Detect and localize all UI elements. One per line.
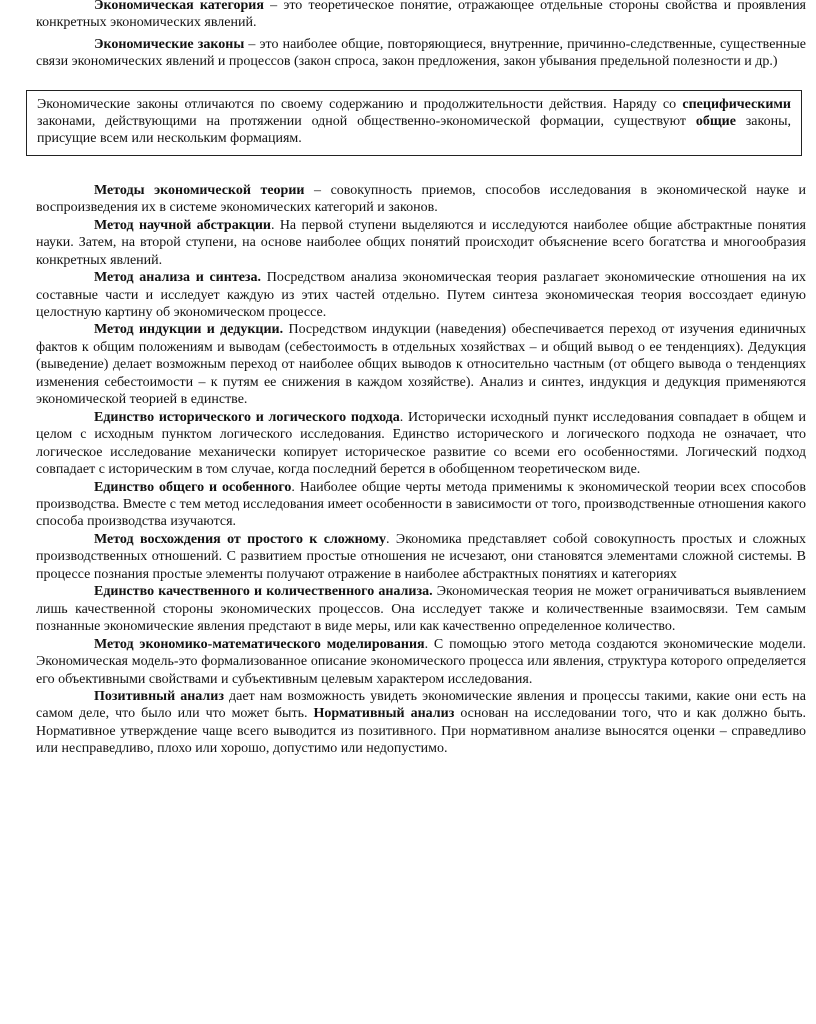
method-paragraph [36,531,806,583]
method-paragraph [36,182,806,217]
method-term: Метод анализа и синтеза. [94,270,262,286]
method-term: Метод индукции и дедукции. [94,322,284,338]
method-paragraph [36,409,806,479]
method-paragraph [36,479,806,531]
method-text: . Исторически исходный пункт исследования совпадает в общем и целом с исходным пунктом логического исследования. Единство исторического и логического подхода не означает, что логическое исследование механически копирует историческое развитие со всеми его особенностями. Логический подход совпадает с историческим в том случае, когда последний берется в обобщенном теоретическом виде. [36,409,806,478]
text-economic-laws: – это наиболее общие, повторяющиеся, внутренние, причинно-следственные, существенные связи экономических явлений и процессов (закон спроса, закон предложения, закон убывания предельной полезности и др.) [36,36,807,70]
term-economic-laws: Экономические законы [94,36,245,52]
method-text: . С помощью этого метода создаются экономические модели. Экономическая модель-это формализованное описание экономического процесса или явления, структура которого определяется его объективными свойствами и субъективным целевым характером исследования. [36,636,806,687]
method-paragraph [36,636,806,688]
methods-section [36,182,806,758]
term-economic-category: Экономическая категория [94,0,264,13]
paragraph-economic-category [36,0,806,32]
method-term: Единство исторического и логического подхода [94,409,400,425]
method-term: Метод научной абстракции [94,217,271,233]
method-term: Единство качественного и количественного анализа. [94,584,433,600]
method-text: Посредством индукции (наведения) обеспечивается переход от изучения единичных фактов к общим положениям и выводам (себестоимость в отдельных хозяйствах – и общий вывод о ее тенденциях). Дедукция (выведение) делает возможным переход от наиболее общих выводов к относительно частным (от общего вывода о тенденциях изменения себестоимости – к путям ее снижения в каждом хозяйстве). Анализ и синтез, индукция и дедукция применяются экономической теорией в единстве. [36,322,807,408]
method-term: Методы экономической теории [94,182,305,198]
method-text: . Экономика представляет собой совокупность простых и сложных производственных отношений. С развитием простые отношения не исчезают, они становятся элементами сложной системы. В процессе познания простые элементы получают отражение в наиболее абстрактных понятиях и категориях [36,531,806,582]
method-text: Посредством анализа экономическая теория разлагает экономические отношения на их составные части и исследует каждую из этих частей отдельно. Путем синтеза экономическая теория воссоздает единую целостную картину об экономическом процессе. [36,270,806,321]
analysis-paragraph: Позитивный анализ дает нам возможность увидеть экономические явления и процессы такими, какие они есть на самом деле, что было или что может быть. Нормативный анализ основан на исследовании того, что и как должно быть. Нормативное утверждение чаще всего выводится из позитивного. При нормативном анализе выносятся оценки – справедливо или несправедливо, плохо или хорошо, допустимо или недопустимо. [36,688,806,757]
term-normative-analysis: Нормативный анализ [313,706,455,722]
method-paragraph [36,269,806,321]
method-paragraph [36,217,806,269]
term-general: общие [695,114,736,130]
method-term: Единство общего и особенного [94,479,292,495]
text-economic-category: – это теоретическое понятие, отражающее отдельные стороны свойства и проявления конкретных экономических явлений. [36,0,806,31]
term-specific: специфическими [682,96,791,112]
term-positive-analysis: Позитивный анализ [94,688,224,704]
method-text: Экономическая теория не может ограничиваться выявлением лишь качественной стороны экономических процессов. Она исследует также и количественные взаимосвязи. Тем самым познанные экономические явления предстают в виде меры, или как качественно определенное количество. [36,584,806,635]
laws-note-text: Экономические законы отличаются по своему содержанию и продолжительности действия. Наряду со специфическими законами, действующими на протяжении одной общественно-экономической формации, существуют общие законы, присущие всем или нескольким формациям. [37,96,791,147]
method-text: – совокупность приемов, способов исследования в экономической науке и воспроизведения их в системе экономических категорий и законов. [36,182,806,216]
laws-note-box [26,90,802,156]
method-text: . Наиболее общие черты метода применимы к экономической теории всех способов производства. Вместе с тем метод исследования имеет особенности в зависимости от того, производственные отношения какого способа производства изучаются. [36,479,806,530]
method-paragraph [36,321,806,408]
method-term: Метод восхождения от простого к сложному [94,531,386,547]
method-term: Метод экономико-математического моделирования [94,636,425,652]
method-paragraph [36,583,806,635]
paragraph-economic-laws [36,36,806,71]
method-text: . На первой ступени выделяются и исследуются наиболее общие абстрактные понятия науки. Затем, на второй ступени, на основе наиболее общих понятий происходит объяснение всего богатства и многообразия конкретных явлений. [36,217,806,268]
